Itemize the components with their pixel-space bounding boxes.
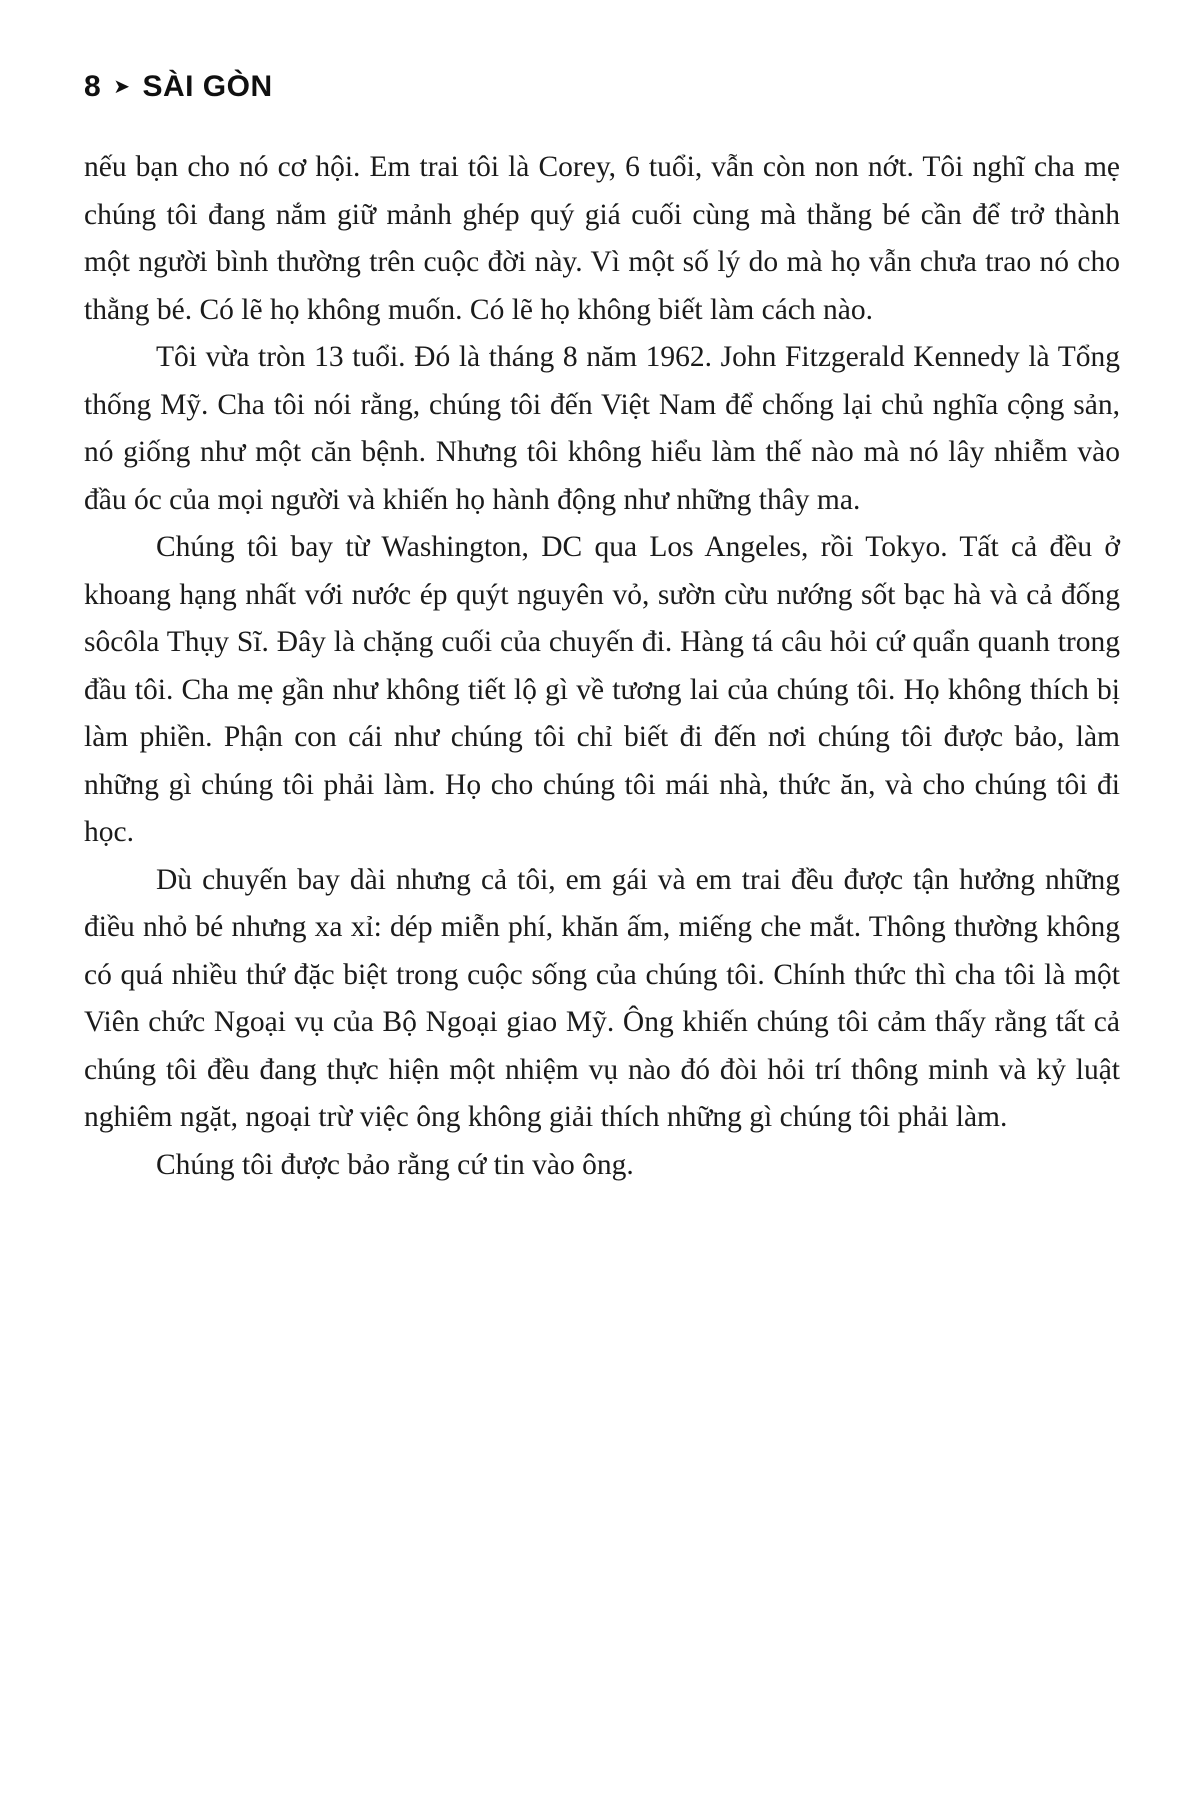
paragraph: Tôi vừa tròn 13 tuổi. Đó là tháng 8 năm 1962. John Fitzgerald Kennedy là Tổng thống Mỹ. Cha tôi nói rằng, chúng tôi đến Việt Nam để chống lại chủ nghĩa cộng sản, nó giống như một căn bệnh. Nhưng tôi không hiểu làm thế nào mà nó lây nhiễm vào đầu óc của mọi người và khiến họ hành động như những thây ma. [84, 341, 1120, 516]
body-text [84, 144, 1120, 1189]
paragraph: Dù chuyến bay dài nhưng cả tôi, em gái và em trai đều được tận hưởng những điều nhỏ bé nhưng xa xỉ: dép miễn phí, khăn ấm, miếng che mắt. Thông thường không có quá nhiều thứ đặc biệt trong cuộc sống của chúng tôi. Chính thức thì cha tôi là một Viên chức Ngoại vụ của Bộ Ngoại giao Mỹ. Ông khiến chúng tôi cảm thấy rằng tất cả chúng tôi đều đang thực hiện một nhiệm vụ nào đó đòi hỏi trí thông minh và kỷ luật nghiêm ngặt, ngoại trừ việc ông không giải thích những gì chúng tôi phải làm. [84, 863, 1120, 1133]
page-number: 8 [84, 70, 102, 103]
paragraph: Chúng tôi bay từ Washington, DC qua Los Angeles, rồi Tokyo. Tất cả đều ở khoang hạng nhất với nước ép quýt nguyên vỏ, sườn cừu nướng sốt bạc hà và cả đống sôcôla Thụy Sĩ. Đây là chặng cuối của chuyến đi. Hàng tá câu hỏi cứ quẩn quanh trong đầu tôi. Cha mẹ gần như không tiết lộ gì về tương lai của chúng tôi. Họ không thích bị làm phiền. Phận con cái như chúng tôi chỉ biết đi đến nơi chúng tôi được bảo, làm những gì chúng tôi phải làm. Họ cho chúng tôi mái nhà, thức ăn, và cho chúng tôi đi học. [84, 531, 1120, 848]
paragraph: nếu bạn cho nó cơ hội. Em trai tôi là Corey, 6 tuổi, vẫn còn non nớt. Tôi nghĩ cha mẹ chúng tôi đang nắm giữ mảnh ghép quý giá cuối cùng mà thằng bé cần để trở thành một người bình thường trên cuộc đời này. Vì một số lý do mà họ vẫn chưa trao nó cho thằng bé. Có lẽ họ không muốn. Có lẽ họ không biết làm cách nào. [84, 151, 1120, 326]
page-header [84, 70, 273, 104]
paragraph: Chúng tôi được bảo rằng cứ tin vào ông. [156, 1148, 634, 1181]
arrowhead-icon: ➤ [113, 76, 131, 98]
chapter-title: SÀI GÒN [142, 70, 273, 103]
